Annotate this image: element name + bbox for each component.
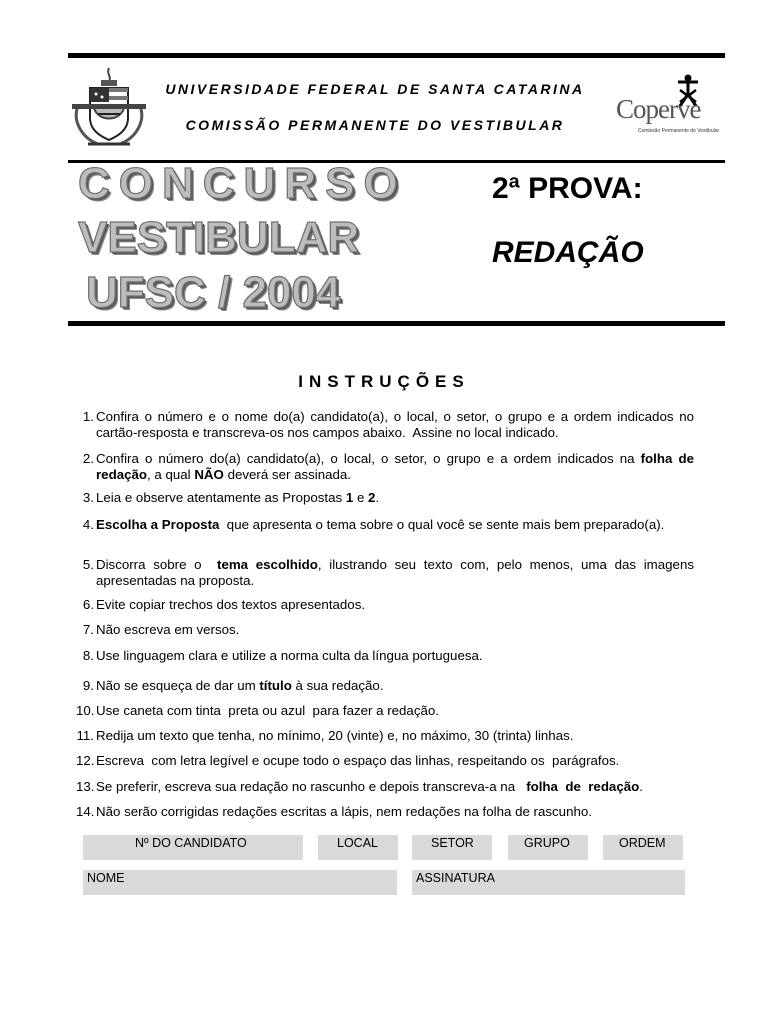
instruction-text-part: Evite copiar trechos dos textos apresentados. — [96, 597, 366, 612]
instruction-item — [76, 451, 698, 483]
instruction-number: 13. — [76, 779, 95, 794]
instruction-text-part: à sua redação. — [291, 678, 384, 693]
instruction-emphasis: tema escolhido — [217, 557, 318, 572]
exam-number: 2ª PROVA: — [492, 172, 643, 205]
instruction-text-part: Redija um texto que tenha, no mínimo, 20 (vinte) e, no máximo, 30 (trinta) linhas. — [96, 728, 574, 743]
university-name: UNIVERSIDADE FEDERAL DE SANTA CATARINA — [165, 81, 585, 97]
instruction-item — [76, 779, 694, 795]
instruction-number: 2. — [82, 451, 94, 466]
instruction-item — [76, 648, 694, 664]
instruction-emphasis: folha de redação — [96, 451, 698, 482]
coperve-logo-text: Coperve — [616, 94, 701, 124]
instruction-text-part: , a qual — [147, 467, 195, 482]
instruction-number: 9. — [82, 678, 94, 693]
instruction-text — [96, 703, 694, 719]
instruction-text — [96, 409, 698, 441]
setor-field[interactable] — [412, 835, 492, 860]
instruction-item — [76, 804, 694, 820]
instruction-item — [76, 490, 694, 506]
instruction-number: 1. — [82, 409, 94, 424]
candidate-number-label: Nº DO CANDIDATO — [135, 836, 247, 850]
instruction-emphasis: 2 — [368, 490, 376, 505]
instruction-number: 5. — [82, 557, 94, 572]
concurso-title: CONCURSO — [78, 159, 407, 208]
instruction-text-part: Não serão corrigidas redações escritas a lápis, nem redações na folha de rascunho. — [96, 804, 592, 819]
instruction-emphasis: NÃO — [194, 467, 224, 482]
ordem-field[interactable] — [603, 835, 683, 860]
instruction-text — [96, 451, 698, 483]
local-field[interactable] — [318, 835, 398, 860]
instruction-number: 12. — [76, 753, 95, 768]
assinatura-label: ASSINATURA — [416, 871, 495, 885]
instruction-text — [96, 622, 694, 638]
instruction-text-part: Não se esqueça de dar um — [96, 678, 260, 693]
instruction-text — [96, 678, 694, 694]
instruction-text-part: , ilustrando seu texto com, pelo menos, uma das imagens apresentadas na proposta. — [96, 557, 698, 588]
instruction-number: 4. — [82, 517, 94, 532]
instruction-text — [96, 517, 694, 533]
instruction-text — [96, 753, 694, 769]
instruction-emphasis: 1 — [345, 490, 354, 505]
instruction-text — [96, 728, 694, 744]
instruction-item — [76, 597, 694, 613]
instruction-text — [96, 597, 694, 613]
ufsc-crest-logo — [68, 66, 150, 150]
ordem-label: ORDEM — [619, 836, 666, 850]
instruction-text-part: Escreva com letra legível e ocupe todo o espaço das linhas, respeitando os parágrafos. — [96, 753, 620, 768]
coperve-logo — [614, 72, 720, 142]
instruction-number: 14. — [76, 804, 95, 819]
exam-subject: REDAÇÃO — [492, 236, 644, 269]
instruction-text-part: . — [375, 490, 380, 505]
instruction-item — [76, 753, 694, 769]
instruction-text-part: Confira o número e o nome do(a) candidato(a), o local, o setor, o grupo e a ordem indicados no cartão-resposta e transcreva-os nos campos abaixo. Assine no local indicado. — [96, 409, 698, 440]
instruction-text-part: Confira o número do(a) candidato(a), o local, o setor, o grupo e a ordem indicados na — [96, 451, 641, 466]
local-label: LOCAL — [337, 836, 378, 850]
instruction-text-part: Se preferir, escreva sua redação no rascunho e depois transcreva-a na — [96, 779, 527, 794]
instruction-text — [96, 490, 694, 506]
grupo-label: GRUPO — [524, 836, 570, 850]
vestibular-title: VESTIBULAR — [78, 213, 360, 262]
setor-label: SETOR — [431, 836, 474, 850]
instruction-item — [76, 728, 694, 744]
instruction-text-part: e — [353, 490, 369, 505]
instruction-number: 6. — [82, 597, 94, 612]
instruction-text-part: Use linguagem clara e utilize a norma culta da língua portuguesa. — [96, 648, 483, 663]
instruction-text — [96, 557, 698, 589]
instruction-text — [96, 779, 694, 795]
instruction-number: 8. — [82, 648, 94, 663]
instruction-number: 7. — [82, 622, 94, 637]
instruction-number: 10. — [76, 703, 95, 718]
instruction-text-part: Não escreva em versos. — [96, 622, 240, 637]
instruction-number: 11. — [76, 728, 94, 743]
instruction-text-part: . — [639, 779, 643, 794]
instruction-text — [96, 804, 694, 820]
coperve-logo-subtitle: Comissão Permanente do Vestibular — [638, 128, 720, 134]
title-divider — [68, 321, 725, 326]
instruction-emphasis: título — [259, 678, 292, 693]
ufsc-year-title: UFSC / 2004 — [86, 268, 341, 317]
instruction-text-part: deverá ser assinada. — [223, 467, 352, 482]
instruction-item — [76, 622, 694, 638]
instruction-item — [76, 557, 698, 589]
instruction-item — [76, 703, 694, 719]
instruction-number: 3. — [82, 490, 94, 505]
top-rule — [68, 53, 725, 58]
instruction-item — [76, 678, 694, 694]
assinatura-field[interactable] — [412, 870, 685, 895]
instruction-emphasis: folha de redação — [526, 779, 640, 794]
candidate-number-field[interactable] — [83, 835, 303, 860]
instruction-emphasis: Escolha a Proposta — [96, 517, 220, 532]
instructions-title: INSTRUÇÕES — [298, 372, 470, 391]
instruction-text-part: Use caneta com tinta preta ou azul para fazer a redação. — [96, 703, 439, 718]
instruction-text-part: que apresenta o tema sobre o qual você se sente mais bem preparado(a). — [219, 517, 665, 532]
commission-name: COMISSÃO PERMANENTE DO VESTIBULAR — [185, 117, 565, 133]
instruction-text-part: Discorra sobre o — [96, 557, 218, 572]
instruction-text-part: Leia e observe atentamente as Propostas — [96, 490, 346, 505]
instruction-item — [76, 517, 694, 533]
instruction-text — [96, 648, 694, 664]
instruction-item — [76, 409, 698, 441]
nome-field[interactable] — [83, 870, 397, 895]
nome-label: NOME — [87, 871, 125, 885]
grupo-field[interactable] — [508, 835, 588, 860]
